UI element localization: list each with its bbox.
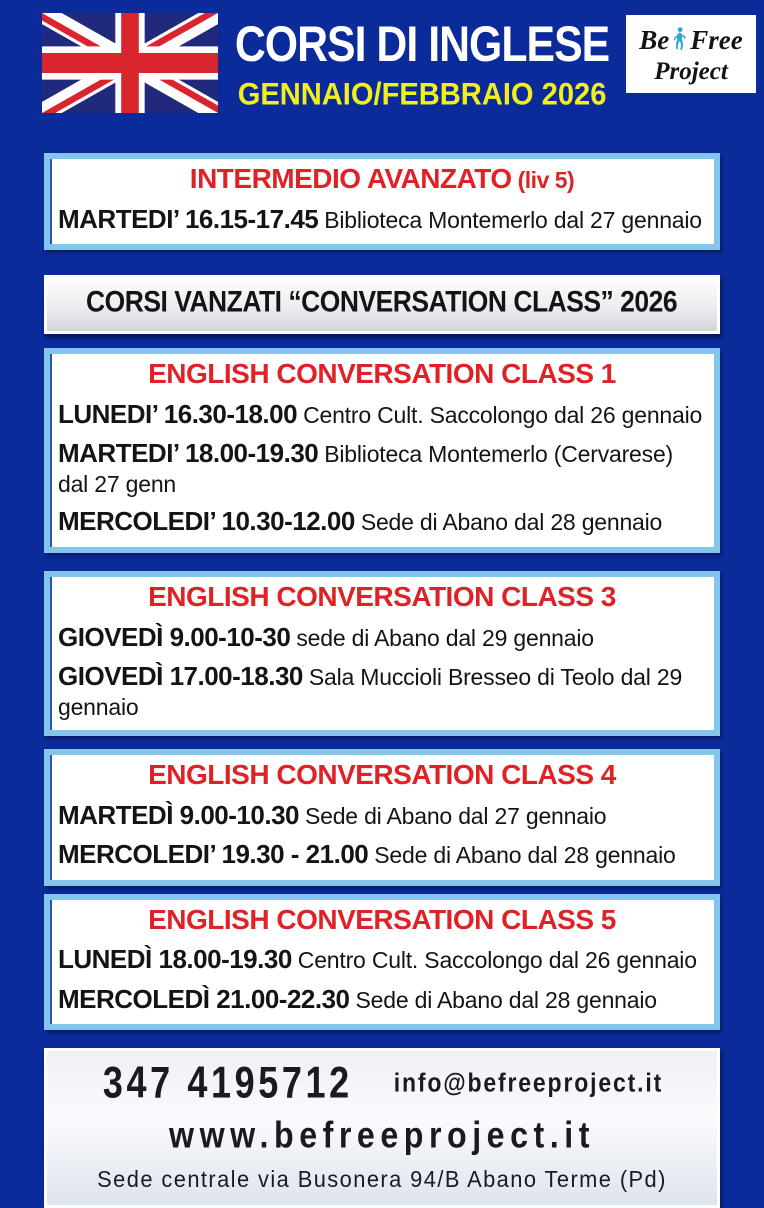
page-title: CORSI DI INGLESE bbox=[234, 14, 610, 73]
address: Sede centrale via Busonera 94/B Abano Terme (Pd) bbox=[97, 1166, 667, 1193]
schedule-row: GIOVEDÌ 17.00-18.30 Sala Muccioli Bresseo di Teolo dal 29 gennaio bbox=[58, 661, 683, 720]
header-text bbox=[218, 13, 626, 112]
phone-number: 347 4195712 bbox=[102, 1058, 353, 1109]
schedule-row: MERCOLEDÌ 21.00-22.30 Sede di Abano dal 28 gennaio bbox=[58, 983, 657, 1014]
course-box-class-4 bbox=[44, 749, 720, 886]
course-level: (liv 5) bbox=[517, 167, 575, 193]
schedule-row: LUNEDI’ 16.30-18.00 Centro Cult. Saccolongo dal 26 gennaio bbox=[58, 398, 703, 429]
course-title: ENGLISH CONVERSATION CLASS 3 bbox=[148, 580, 616, 612]
page-subtitle: GENNAIO/FEBBRAIO 2026 bbox=[237, 77, 607, 112]
header bbox=[0, 0, 764, 127]
course-title: ENGLISH CONVERSATION CLASS 4 bbox=[148, 759, 616, 791]
course-box-class-5 bbox=[44, 894, 720, 1031]
website-url: www.befreeproject.it bbox=[169, 1115, 595, 1157]
logo-word-free: Free bbox=[690, 25, 743, 55]
course-box-class-3 bbox=[44, 571, 720, 736]
course-box-intermedio bbox=[44, 153, 720, 250]
phone-line bbox=[51, 1058, 713, 1109]
uk-flag-icon bbox=[42, 13, 218, 113]
schedule-row: MERCOLEDI’ 10.30-12.00 Sede di Abano dal 28 gennaio bbox=[58, 506, 663, 537]
schedule-row: GIOVEDÌ 9.00-10-30 sede di Abano dal 29 gennaio bbox=[58, 621, 594, 652]
contact-box bbox=[44, 1048, 720, 1208]
schedule-row: MARTEDI’ 18.00-19.30 Biblioteca Montemerlo (Cervarese) dal 27 genn bbox=[58, 438, 673, 497]
dancer-icon bbox=[671, 25, 688, 57]
schedule-row: LUNEDÌ 18.00-19.30 Centro Cult. Saccolongo dal 26 gennaio bbox=[58, 944, 697, 975]
schedule-row: MERCOLEDI’ 19.30 - 21.00 Sede di Abano dal 28 gennaio bbox=[58, 839, 676, 870]
logo-word-project: Project bbox=[654, 57, 728, 85]
course-title: ENGLISH CONVERSATION CLASS 1 bbox=[148, 358, 616, 390]
email-address: info@befreeproject.it bbox=[394, 1068, 664, 1099]
banner-title: CORSI VANZATI “CONVERSATION CLASS” 2026 bbox=[86, 285, 678, 319]
schedule-row: MARTEDI’ 16.15-17.45 Biblioteca Montemerlo dal 27 gennaio bbox=[58, 203, 702, 234]
befree-logo bbox=[626, 15, 756, 93]
course-title: INTERMEDIO AVANZATO (liv 5) bbox=[189, 163, 575, 194]
banner-box bbox=[44, 275, 720, 334]
course-title: ENGLISH CONVERSATION CLASS 5 bbox=[148, 903, 616, 935]
schedule-row: MARTEDÌ 9.00-10.30 Sede di Abano dal 27 gennaio bbox=[58, 799, 607, 830]
logo-word-be: Be bbox=[639, 25, 670, 55]
course-box-class-1 bbox=[44, 348, 720, 553]
